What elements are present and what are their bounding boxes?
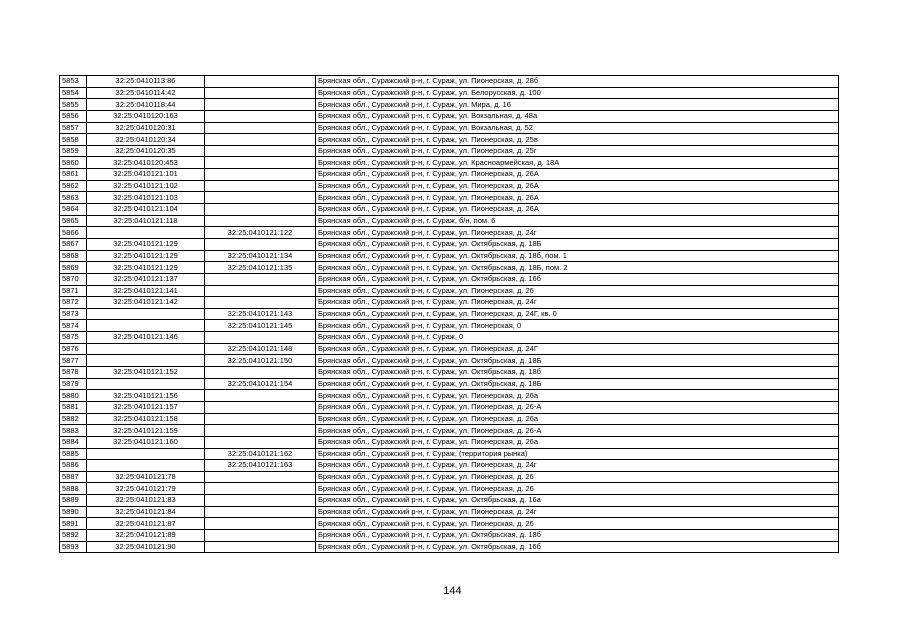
- cadastral-number-cell: 32:25:0410121:156: [87, 390, 205, 402]
- row-number-cell: 5861: [60, 169, 87, 181]
- table-row: [60, 355, 839, 367]
- cadastral-number-cell: 32:25:0410121:101: [87, 169, 205, 181]
- row-number-cell: 5862: [60, 180, 87, 192]
- address-cell: Брянская обл., Суражский р-н, г. Сураж, ул. Вокзальная, д. 52: [316, 122, 839, 134]
- table-row: [60, 238, 839, 250]
- cadastral-number-2-cell: [205, 110, 316, 122]
- row-number-cell: 5890: [60, 506, 87, 518]
- cadastral-number-2-cell: [205, 541, 316, 553]
- table-row: [60, 180, 839, 192]
- row-number-cell: 5880: [60, 390, 87, 402]
- cadastral-number-cell: [87, 355, 205, 367]
- table-row: [60, 285, 839, 297]
- table-row: [60, 145, 839, 157]
- address-cell: Брянская обл., Суражский р-н, г. Сураж, ул. Пионерская, д. 26а: [316, 436, 839, 448]
- address-cell: Брянская обл., Суражский р-н, г. Сураж, ул. Октябрьская, д. 18Б, пом. 2: [316, 262, 839, 274]
- table-row: [60, 204, 839, 216]
- table-row: [60, 169, 839, 181]
- cadastral-number-cell: 32:25:0410121:160: [87, 436, 205, 448]
- address-cell: Брянская обл., Суражский р-н, г. Сураж, ул. Октябрьская, д. 16б: [316, 273, 839, 285]
- cadastral-number-2-cell: [205, 483, 316, 495]
- address-cell: Брянская обл., Суражский р-н, г. Сураж, ул. Пионерская, д. 26: [316, 518, 839, 530]
- address-cell: Брянская обл., Суражский р-н, г. Сураж, ул. Пионерская, д. 26А: [316, 204, 839, 216]
- row-number-cell: 5877: [60, 355, 87, 367]
- row-number-cell: 5879: [60, 378, 87, 390]
- address-cell: Брянская обл., Суражский р-н, г. Сураж, ул. Пионерская, д. 26: [316, 285, 839, 297]
- cadastral-number-2-cell: [205, 180, 316, 192]
- table-row: [60, 506, 839, 518]
- address-cell: Брянская обл., Суражский р-н, г. Сураж, ул. Октябрьская, д. 18Б: [316, 378, 839, 390]
- row-number-cell: 5884: [60, 436, 87, 448]
- cadastral-number-2-cell: [205, 273, 316, 285]
- cadastral-number-cell: 32:25:0410120:163: [87, 110, 205, 122]
- cadastral-table: [59, 75, 839, 553]
- cadastral-number-cell: [87, 343, 205, 355]
- cadastral-number-2-cell: [205, 215, 316, 227]
- address-cell: Брянская обл., Суражский р-н, г. Сураж, ул. Октябрьская, д. 16а: [316, 495, 839, 507]
- address-cell: Брянская обл., Суражский р-н, г. Сураж, ул. Пионерская, д. 26А: [316, 169, 839, 181]
- address-cell: Брянская обл., Суражский р-н, г. Сураж, ул. Пионерская, д. 25г: [316, 145, 839, 157]
- cadastral-number-2-cell: [205, 390, 316, 402]
- cadastral-number-cell: 32:25:0410121:157: [87, 401, 205, 413]
- row-number-cell: 5888: [60, 483, 87, 495]
- address-cell: Брянская обл., Суражский р-н, г. Сураж, ул. Вокзальная, д. 48а: [316, 110, 839, 122]
- cadastral-number-2-cell: [205, 285, 316, 297]
- cadastral-number-2-cell: [205, 413, 316, 425]
- address-cell: Брянская обл., Суражский р-н, г. Сураж, ул. Октябрьская, д. 18Б: [316, 238, 839, 250]
- table-row: [60, 320, 839, 332]
- table-row: [60, 122, 839, 134]
- cadastral-number-cell: [87, 448, 205, 460]
- row-number-cell: 5874: [60, 320, 87, 332]
- cadastral-number-cell: 32:25:0410121:129: [87, 262, 205, 274]
- cadastral-number-2-cell: 32:25:0410121:154: [205, 378, 316, 390]
- address-cell: Брянская обл., Суражский р-н, г. Сураж, ул. Пионерская, д. 26а: [316, 390, 839, 402]
- row-number-cell: 5886: [60, 460, 87, 472]
- cadastral-number-cell: 32:25:0410120:34: [87, 134, 205, 146]
- address-cell: Брянская обл., Суражский р-н, г. Сураж, ул. Пионерская, д. 24г: [316, 297, 839, 309]
- cadastral-number-2-cell: 32:25:0410121:135: [205, 262, 316, 274]
- table-body: [60, 76, 839, 553]
- cadastral-number-2-cell: [205, 401, 316, 413]
- address-cell: Брянская обл., Суражский р-н, г. Сураж, ул. Красноармейская, д. 18А: [316, 157, 839, 169]
- cadastral-number-cell: 32:25:0410121:146: [87, 332, 205, 344]
- cadastral-number-2-cell: [205, 471, 316, 483]
- cadastral-number-cell: 32:25:0410121:89: [87, 529, 205, 541]
- table-row: [60, 99, 839, 111]
- row-number-cell: 5893: [60, 541, 87, 553]
- table-row: [60, 390, 839, 402]
- table-row: [60, 343, 839, 355]
- cadastral-number-cell: 32:25:0410121:129: [87, 238, 205, 250]
- row-number-cell: 5871: [60, 285, 87, 297]
- table-row: [60, 250, 839, 262]
- cadastral-number-cell: 32:25:0410121:137: [87, 273, 205, 285]
- row-number-cell: 5887: [60, 471, 87, 483]
- table-row: [60, 401, 839, 413]
- row-number-cell: 5892: [60, 529, 87, 541]
- row-number-cell: 5866: [60, 227, 87, 239]
- cadastral-number-2-cell: [205, 238, 316, 250]
- cadastral-number-2-cell: 32:25:0410121:163: [205, 460, 316, 472]
- address-cell: Брянская обл., Суражский р-н, г. Сураж, ул. Пионерская, д. 24Г, кв. 0: [316, 308, 839, 320]
- cadastral-number-2-cell: [205, 87, 316, 99]
- row-number-cell: 5869: [60, 262, 87, 274]
- address-cell: Брянская обл., Суражский р-н, г. Сураж, ул. Пионерская, д. 26А: [316, 180, 839, 192]
- address-cell: Брянская обл., Суражский р-н, г. Сураж, ул. Пионерская, д. 24г: [316, 227, 839, 239]
- row-number-cell: 5870: [60, 273, 87, 285]
- table-row: [60, 460, 839, 472]
- row-number-cell: 5858: [60, 134, 87, 146]
- cadastral-number-2-cell: 32:25:0410121:148: [205, 343, 316, 355]
- cadastral-number-cell: 32:25:0410120:31: [87, 122, 205, 134]
- row-number-cell: 5872: [60, 297, 87, 309]
- cadastral-number-cell: 32:25:0410120:35: [87, 145, 205, 157]
- cadastral-number-cell: 32:25:0410121:158: [87, 413, 205, 425]
- cadastral-number-cell: 32:25:0410120:453: [87, 157, 205, 169]
- row-number-cell: 5860: [60, 157, 87, 169]
- table-row: [60, 483, 839, 495]
- row-number-cell: 5853: [60, 76, 87, 88]
- table-row: [60, 436, 839, 448]
- address-cell: Брянская обл., Суражский р-н, г. Сураж, ул. Пионерская, д. 28б: [316, 76, 839, 88]
- cadastral-number-cell: 32:25:0410121:90: [87, 541, 205, 553]
- row-number-cell: 5885: [60, 448, 87, 460]
- cadastral-number-2-cell: [205, 145, 316, 157]
- cadastral-number-2-cell: [205, 367, 316, 379]
- cadastral-number-cell: [87, 378, 205, 390]
- table-row: [60, 262, 839, 274]
- row-number-cell: 5875: [60, 332, 87, 344]
- cadastral-number-cell: 32:25:0410121:83: [87, 495, 205, 507]
- table-row: [60, 495, 839, 507]
- row-number-cell: 5856: [60, 110, 87, 122]
- cadastral-number-cell: 32:25:0410121:104: [87, 204, 205, 216]
- cadastral-number-cell: 32:25:0410121:152: [87, 367, 205, 379]
- cadastral-number-2-cell: 32:25:0410121:150: [205, 355, 316, 367]
- cadastral-number-2-cell: [205, 332, 316, 344]
- cadastral-number-2-cell: [205, 529, 316, 541]
- address-cell: Брянская обл., Суражский р-н, г. Сураж, ул. Пионерская, д. 25в: [316, 134, 839, 146]
- cadastral-number-2-cell: [205, 99, 316, 111]
- address-cell: Брянская обл., Суражский р-н, г. Сураж, ул. Пионерская, д. 26-А: [316, 425, 839, 437]
- address-cell: Брянская обл., Суражский р-н, г. Сураж, ул. Октябрьская, д. 18Б: [316, 355, 839, 367]
- cadastral-number-cell: 32:25:0410121:102: [87, 180, 205, 192]
- cadastral-number-2-cell: 32:25:0410121:122: [205, 227, 316, 239]
- table-row: [60, 529, 839, 541]
- cadastral-number-cell: 32:25:0410121:118: [87, 215, 205, 227]
- cadastral-number-cell: [87, 308, 205, 320]
- table-row: [60, 378, 839, 390]
- address-cell: Брянская обл., Суражский р-н, г. Сураж, ул. Пионерская, д. 24г: [316, 506, 839, 518]
- cadastral-number-cell: 32:25:0410121:87: [87, 518, 205, 530]
- cadastral-number-cell: [87, 320, 205, 332]
- cadastral-number-cell: [87, 227, 205, 239]
- cadastral-number-2-cell: [205, 436, 316, 448]
- row-number-cell: 5891: [60, 518, 87, 530]
- table-row: [60, 215, 839, 227]
- cadastral-number-cell: 32:25:0410121:142: [87, 297, 205, 309]
- table-row: [60, 76, 839, 88]
- address-cell: Брянская обл., Суражский р-н, г. Сураж, ул. Пионерская, 0: [316, 320, 839, 332]
- table-row: [60, 471, 839, 483]
- row-number-cell: 5855: [60, 99, 87, 111]
- cadastral-number-2-cell: [205, 204, 316, 216]
- address-cell: Брянская обл., Суражский р-н, г. Сураж, ул. Белорусская, д. 100: [316, 87, 839, 99]
- address-cell: Брянская обл., Суражский р-н, г. Сураж, ул. Пионерская, д. 26-А: [316, 401, 839, 413]
- cadastral-number-cell: 32:25:0410121:84: [87, 506, 205, 518]
- table-row: [60, 541, 839, 553]
- cadastral-number-2-cell: [205, 506, 316, 518]
- address-cell: Брянская обл., Суражский р-н, г. Сураж, ул. Октябрьская, д. 18б: [316, 367, 839, 379]
- cadastral-number-2-cell: 32:25:0410121:162: [205, 448, 316, 460]
- cadastral-number-cell: 32:25:0410121:159: [87, 425, 205, 437]
- page-number: 144: [443, 585, 462, 597]
- address-cell: Брянская обл., Суражский р-н, г. Сураж, ул. Пионерская, д. 24Г: [316, 343, 839, 355]
- address-cell: Брянская обл., Суражский р-н, г. Сураж, (территория рынка): [316, 448, 839, 460]
- table-row: [60, 518, 839, 530]
- cadastral-number-cell: 32:25:0410121:129: [87, 250, 205, 262]
- address-cell: Брянская обл., Суражский р-н, г. Сураж, ул. Пионерская, д. 26А: [316, 192, 839, 204]
- cadastral-number-2-cell: [205, 134, 316, 146]
- row-number-cell: 5881: [60, 401, 87, 413]
- row-number-cell: 5865: [60, 215, 87, 227]
- row-number-cell: 5859: [60, 145, 87, 157]
- row-number-cell: 5864: [60, 204, 87, 216]
- table-row: [60, 332, 839, 344]
- cadastral-number-2-cell: [205, 518, 316, 530]
- table-row: [60, 134, 839, 146]
- address-cell: Брянская обл., Суражский р-н, г. Сураж, ул. Пионерская, д. 26а: [316, 413, 839, 425]
- cadastral-number-cell: 32:25:0410121:79: [87, 483, 205, 495]
- row-number-cell: 5857: [60, 122, 87, 134]
- cadastral-number-2-cell: [205, 495, 316, 507]
- address-cell: Брянская обл., Суражский р-н, г. Сураж, ул. Пионерская, д. 26: [316, 483, 839, 495]
- table-row: [60, 425, 839, 437]
- address-cell: Брянская обл., Суражский р-н, г. Сураж, 0: [316, 332, 839, 344]
- row-number-cell: 5883: [60, 425, 87, 437]
- row-number-cell: 5882: [60, 413, 87, 425]
- cadastral-number-2-cell: [205, 297, 316, 309]
- table-row: [60, 273, 839, 285]
- row-number-cell: 5873: [60, 308, 87, 320]
- cadastral-number-2-cell: [205, 76, 316, 88]
- address-cell: Брянская обл., Суражский р-н, г. Сураж, ул. Октябрьская, д. 18б, пом. 1: [316, 250, 839, 262]
- table-row: [60, 192, 839, 204]
- table-row: [60, 413, 839, 425]
- cadastral-number-cell: 32:25:0410118:44: [87, 99, 205, 111]
- cadastral-number-2-cell: 32:25:0410121:143: [205, 308, 316, 320]
- cadastral-number-cell: 32:25:0410114:42: [87, 87, 205, 99]
- row-number-cell: 5878: [60, 367, 87, 379]
- cadastral-number-cell: [87, 460, 205, 472]
- cadastral-number-cell: 32:25:0410121:78: [87, 471, 205, 483]
- table-row: [60, 308, 839, 320]
- row-number-cell: 5854: [60, 87, 87, 99]
- table-row: [60, 227, 839, 239]
- cadastral-number-2-cell: 32:25:0410121:134: [205, 250, 316, 262]
- row-number-cell: 5867: [60, 238, 87, 250]
- address-cell: Брянская обл., Суражский р-н, г. Сураж, ул. Пионерская, д. 24г: [316, 460, 839, 472]
- cadastral-number-cell: 32:25:0410121:103: [87, 192, 205, 204]
- cadastral-number-cell: 32:25:0410113:86: [87, 76, 205, 88]
- cadastral-number-2-cell: 32:25:0410121:145: [205, 320, 316, 332]
- row-number-cell: 5868: [60, 250, 87, 262]
- address-cell: Брянская обл., Суражский р-н, г. Сураж, ул. Пионерская, д. 26: [316, 471, 839, 483]
- address-cell: Брянская обл., Суражский р-н, г. Сураж, ул. Октябрьская, д. 16б: [316, 541, 839, 553]
- address-cell: Брянская обл., Суражский р-н, г. Сураж, ул. Мира, д. 16: [316, 99, 839, 111]
- cadastral-number-2-cell: [205, 157, 316, 169]
- table-row: [60, 367, 839, 379]
- cadastral-number-cell: 32:25:0410121:141: [87, 285, 205, 297]
- row-number-cell: 5889: [60, 495, 87, 507]
- table-row: [60, 87, 839, 99]
- row-number-cell: 5876: [60, 343, 87, 355]
- table-row: [60, 110, 839, 122]
- table-row: [60, 157, 839, 169]
- table-row: [60, 448, 839, 460]
- cadastral-number-2-cell: [205, 169, 316, 181]
- cadastral-number-2-cell: [205, 425, 316, 437]
- row-number-cell: 5863: [60, 192, 87, 204]
- address-cell: Брянская обл., Суражский р-н, г. Сураж, б/н, пом. 6: [316, 215, 839, 227]
- address-cell: Брянская обл., Суражский р-н, г. Сураж, ул. Октябрьская, д. 18б: [316, 529, 839, 541]
- cadastral-number-2-cell: [205, 192, 316, 204]
- cadastral-number-2-cell: [205, 122, 316, 134]
- table-row: [60, 297, 839, 309]
